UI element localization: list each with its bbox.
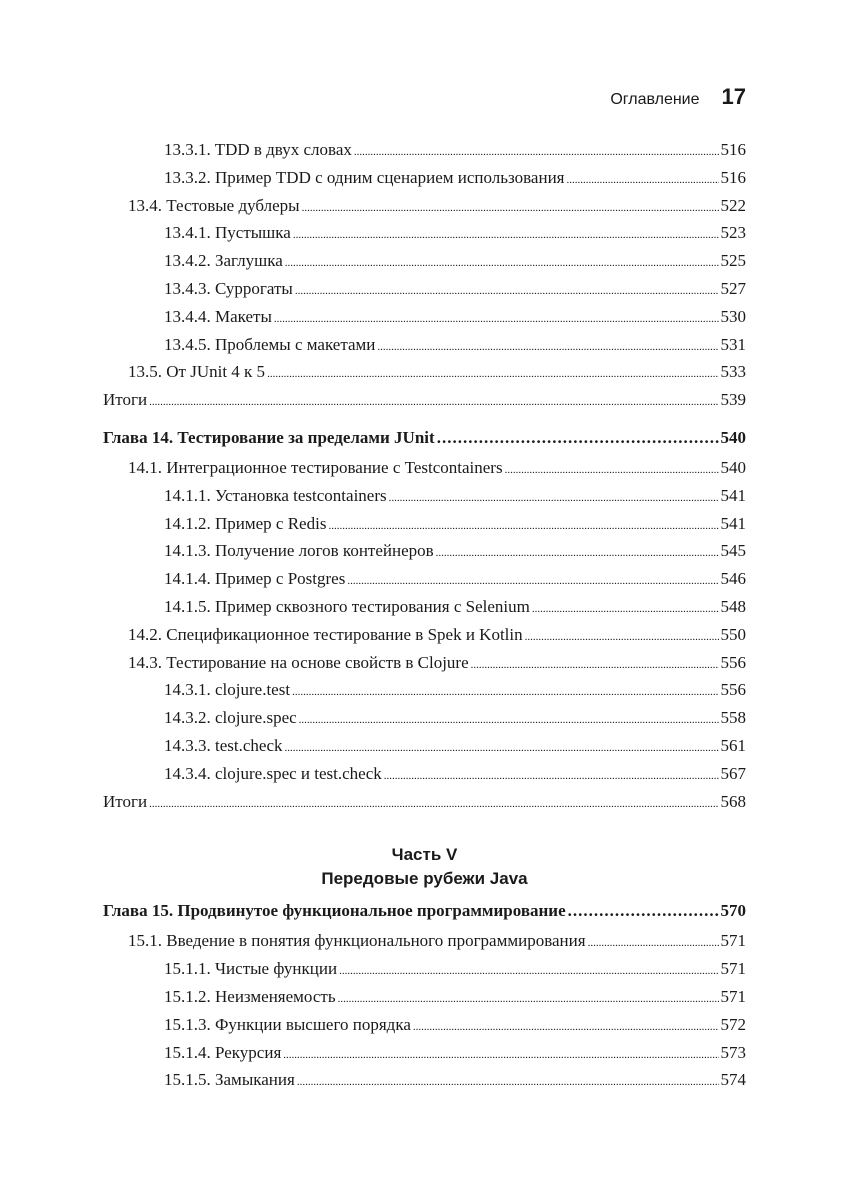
toc-entry-label: 13.5. От JUnit 4 к 5 — [128, 362, 266, 382]
toc-entry-page: 541 — [720, 485, 746, 505]
header-page-number: 17 — [721, 84, 746, 109]
toc-entry-label: 13.4.3. Суррогаты — [164, 278, 293, 298]
toc-entry[interactable] — [103, 196, 746, 224]
toc-entry-label: 13.4.1. Пустышка — [164, 223, 291, 243]
toc-entry-page: 572 — [720, 1014, 746, 1034]
toc-entry[interactable] — [103, 708, 746, 736]
toc-entry-label: Итоги — [103, 390, 148, 410]
toc-entry-label: 14.3.1. clojure.test — [164, 680, 291, 700]
toc-entry-page: 550 — [720, 624, 746, 644]
toc-entry-page: 561 — [720, 735, 746, 755]
toc-entry-label: 15.1.4. Рекурсия — [164, 1042, 282, 1062]
dot-leader — [347, 575, 718, 587]
toc-entry-label: Глава 15. Продвинутое функциональное программирование — [103, 901, 566, 921]
toc-chapter-14[interactable] — [103, 428, 746, 458]
toc-entry-page: 570 — [720, 901, 746, 921]
toc-entry-page: 540 — [720, 427, 746, 447]
dot-leader — [567, 174, 719, 186]
toc-entry-label: 15.1. Введение в понятия функционального программирования — [128, 931, 586, 951]
toc-entry-label: 14.1.4. Пример с Postgres — [164, 569, 346, 589]
toc-entry-label: 13.3.1. TDD в двух словах — [164, 140, 352, 159]
toc-entry-label: 14.3.3. test.check — [164, 735, 283, 755]
toc-entry-page: 546 — [720, 569, 746, 589]
dot-leader — [293, 229, 719, 241]
dot-leader — [436, 547, 719, 559]
toc-entry-label: 15.1.3. Функции высшего порядка — [164, 1014, 411, 1034]
toc-entry-label: Итоги — [103, 791, 148, 811]
toc-entry-page: 523 — [720, 223, 746, 243]
toc-entry[interactable] — [103, 390, 746, 418]
toc-entry-page: 540 — [720, 457, 746, 477]
toc-entry-page: 516 — [720, 167, 746, 187]
toc-entry[interactable] — [103, 792, 746, 820]
toc-entry-label: 15.1.1. Чистые функции — [164, 959, 338, 979]
toc-entry[interactable] — [103, 458, 746, 486]
dot-leader — [297, 1076, 719, 1088]
toc-entry[interactable] — [103, 680, 746, 708]
toc-entry[interactable] — [103, 307, 746, 335]
toc-entry-page: 525 — [720, 251, 746, 271]
toc-entry-label: 15.1.5. Замыкания — [164, 1070, 295, 1090]
dot-leader — [328, 520, 718, 532]
part-number: Часть V — [391, 845, 458, 865]
toc-entry-page: 558 — [720, 708, 746, 728]
dot-leader — [471, 659, 719, 671]
toc-entry[interactable] — [103, 736, 746, 764]
toc-entry-page: 574 — [720, 1070, 746, 1090]
dot-leader — [532, 603, 719, 615]
toc-entry-page: 556 — [720, 652, 746, 672]
toc-entry[interactable] — [103, 541, 746, 569]
toc-entry-label: Глава 14. Тестирование за пределами JUnit — [103, 427, 435, 447]
toc-entry[interactable] — [103, 335, 746, 363]
toc-entry-label: 14.3.2. clojure.spec — [164, 708, 297, 728]
dot-leader — [377, 341, 718, 353]
toc-entry[interactable] — [103, 362, 746, 390]
toc-entry[interactable] — [103, 140, 746, 168]
toc-entry-label: 14.3. Тестирование на основе свойств в Clojure — [128, 652, 469, 672]
dot-leader — [354, 146, 719, 158]
toc-entry-page: 571 — [720, 959, 746, 979]
toc-entry-page: 530 — [720, 306, 746, 326]
toc-entry[interactable] — [103, 987, 746, 1015]
dot-leader — [149, 798, 718, 810]
toc-entry-page: 531 — [720, 334, 746, 354]
toc-entry-page: 571 — [720, 931, 746, 951]
dot-leader — [413, 1021, 719, 1033]
toc-entry-page: 567 — [720, 763, 746, 783]
toc-entry-label: 15.1.2. Неизменяемость — [164, 986, 336, 1006]
dot-leader — [338, 993, 719, 1005]
dot-leader — [339, 965, 718, 977]
toc-entry[interactable] — [103, 597, 746, 625]
toc-entry-page: 522 — [720, 195, 746, 215]
dot-leader — [389, 492, 719, 504]
dot-leader — [292, 686, 718, 698]
dot-leader — [295, 285, 719, 297]
dot-leader — [274, 313, 719, 325]
toc-section-14 — [103, 458, 746, 819]
toc-entry-page: 527 — [720, 278, 746, 298]
dot-leader — [505, 464, 719, 476]
toc-chapter-15[interactable] — [103, 901, 746, 931]
toc-entry[interactable] — [103, 223, 746, 251]
dot-leader — [285, 257, 719, 269]
toc-entry-label: 14.1.3. Получение логов контейнеров — [164, 541, 434, 561]
dot-leader — [568, 901, 719, 921]
toc-entry-page: 539 — [720, 390, 746, 410]
dot-leader — [267, 368, 718, 380]
toc-entry[interactable] — [103, 514, 746, 542]
toc-entry-page: 548 — [720, 596, 746, 616]
toc-entry-page: 541 — [720, 513, 746, 533]
running-header — [0, 84, 746, 110]
toc-entry[interactable] — [103, 486, 746, 514]
toc-entry-page: 533 — [720, 362, 746, 382]
dot-leader — [283, 1049, 718, 1061]
toc-entry-label: 13.4.2. Заглушка — [164, 251, 283, 271]
dot-leader — [299, 714, 719, 726]
part-title: Передовые рубежи Java — [321, 869, 528, 889]
toc-entry[interactable] — [103, 931, 746, 959]
dot-leader — [384, 770, 719, 782]
toc-entry[interactable] — [103, 1015, 746, 1043]
toc-entry-label: 13.4.5. Проблемы с макетами — [164, 334, 376, 354]
dot-leader — [285, 742, 719, 754]
table-of-contents — [103, 140, 746, 1098]
toc-entry-label: 14.1.5. Пример сквозного тестирования с Selenium — [164, 596, 530, 616]
toc-entry-label: 14.1.1. Установка testcontainers — [164, 485, 387, 505]
toc-entry-page: 516 — [720, 140, 746, 159]
toc-entry-page: 568 — [720, 791, 746, 811]
dot-leader — [588, 937, 719, 949]
toc-entry[interactable] — [103, 764, 746, 792]
toc-entry[interactable] — [103, 1043, 746, 1071]
toc-entry[interactable] — [103, 569, 746, 597]
toc-section-15 — [103, 931, 746, 1098]
toc-entry-label: 13.4. Тестовые дублеры — [128, 195, 300, 215]
toc-entry-label: 13.4.4. Макеты — [164, 306, 272, 326]
toc-entry-label: 14.3.4. clojure.spec и test.check — [164, 763, 382, 783]
toc-entry-page: 545 — [720, 541, 746, 561]
toc-entry[interactable] — [103, 625, 746, 653]
toc-entry-label: 14.1.2. Пример с Redis — [164, 513, 327, 533]
toc-entry-label: 14.1. Интеграционное тестирование с Testcontainers — [128, 457, 503, 477]
dot-leader — [525, 631, 719, 643]
dot-leader — [437, 428, 719, 448]
toc-entry-page: 573 — [720, 1042, 746, 1062]
toc-entry[interactable] — [103, 653, 746, 681]
toc-entry[interactable] — [103, 959, 746, 987]
dot-leader — [302, 202, 719, 214]
toc-entry[interactable] — [103, 168, 746, 196]
toc-section-13 — [103, 140, 746, 418]
toc-entry[interactable] — [103, 1070, 746, 1098]
toc-entry-label: 13.3.2. Пример TDD с одним сценарием использования — [164, 167, 565, 187]
toc-entry-label: 14.2. Спецификационное тестирование в Spek и Kotlin — [128, 624, 523, 644]
toc-entry-page: 556 — [720, 680, 746, 700]
part-heading — [103, 843, 746, 891]
toc-entry-page: 571 — [720, 986, 746, 1006]
toc-entry[interactable] — [103, 279, 746, 307]
header-title: Оглавление — [610, 91, 700, 108]
dot-leader — [149, 396, 718, 408]
toc-entry[interactable] — [103, 251, 746, 279]
